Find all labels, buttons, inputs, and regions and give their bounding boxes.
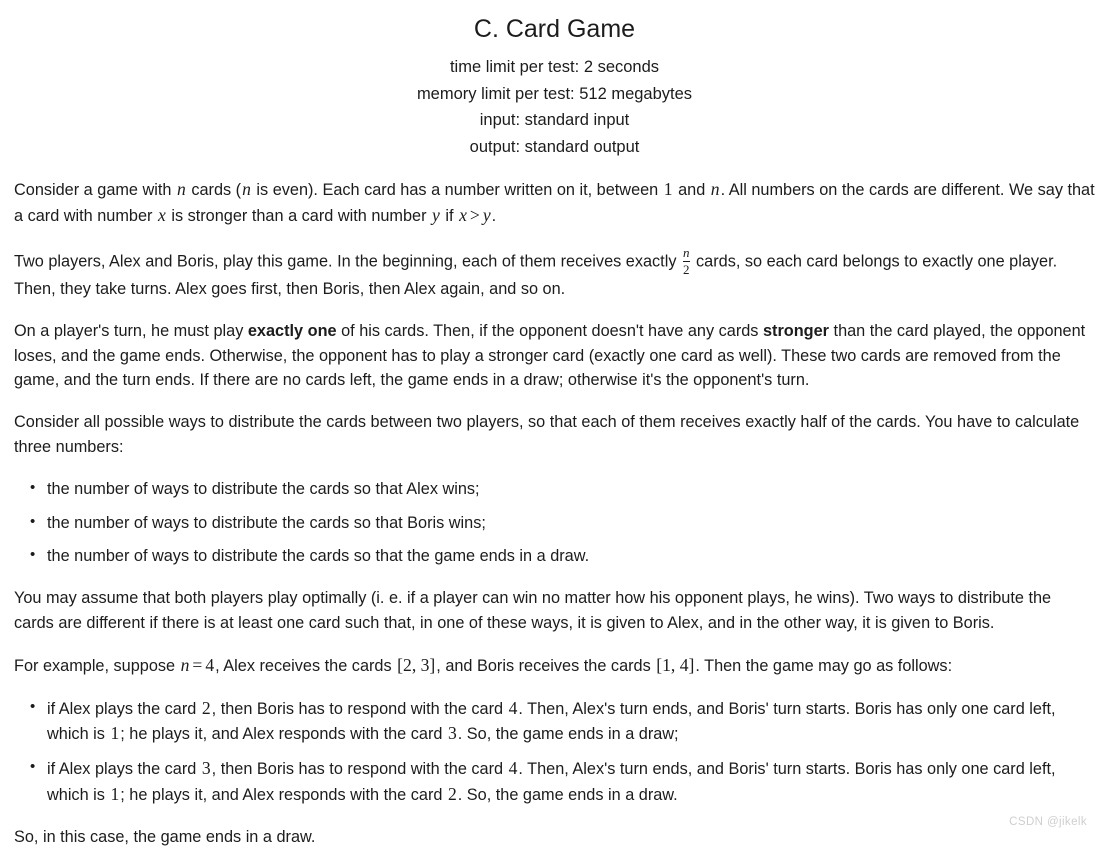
list-item: • the number of ways to distribute the cards so that Alex wins; (47, 477, 1095, 502)
trace-text-e: . So, the game ends in a draw. (457, 785, 678, 804)
math-card-last: 1 (110, 723, 120, 744)
trace-text-a: if Alex plays the card (47, 760, 201, 779)
math-equals-operator: = (192, 654, 203, 675)
problem-legend (14, 177, 1095, 850)
trace-text-c: . Then, Alex's turn ends, and Boris' turn starts. Boris has only one card left, which is (47, 699, 1056, 744)
bracket-open: [ (656, 654, 663, 675)
p6-text-c: , and Boris receives the cards (436, 656, 656, 675)
math-n-equals-4 (180, 655, 216, 675)
p1-text-c: is even). Each card has a number written on it, between (251, 181, 663, 199)
math-n: n (710, 179, 720, 199)
list-item: • the number of ways to distribute the cards so that the game ends in a draw. (47, 544, 1095, 569)
math-card-played: 3 (201, 758, 211, 779)
p2-text-a: Two players, Alex and Boris, play this game. In the beginning, each of them receives exactly (14, 252, 681, 271)
csdn-watermark: CSDN @jikelk (1009, 816, 1087, 828)
trace-text-b: , then Boris has to respond with the card (211, 760, 508, 779)
p6-text-b: , Alex receives the cards (215, 656, 397, 675)
fraction-numerator: n (682, 244, 690, 260)
p6-text-d: . Then the game may go as follows: (695, 656, 953, 675)
list-item (47, 756, 1095, 808)
p3-text-c: than the card played, the opponent loses, and the game ends. Otherwise, the opponent has to play a stronger card (exactly one card as well). These two cards are removed from the game, and the turn ends. If there are no cards left, the game ends in a draw; otherwise it's the opponent's turn. (14, 321, 1086, 390)
math-boris-card-set (655, 655, 695, 675)
example-game-trace-list (14, 696, 1095, 808)
p3-text-a: On a player's turn, he must play (14, 321, 248, 340)
bracket-open: [ (397, 654, 404, 675)
trace-text-e: . So, the game ends in a draw; (457, 725, 679, 744)
math-x: x (157, 204, 166, 225)
math-card-response: 4 (508, 758, 518, 779)
trace-text-d: ; he plays it, and Alex responds with the card (120, 725, 447, 744)
math-one: 1 (663, 179, 673, 199)
bracket-close: ] (688, 654, 695, 675)
math-n: n (177, 179, 186, 199)
legend-paragraph-3 (14, 319, 1095, 393)
input-line: input: standard input (479, 111, 630, 129)
boris-cards-values: 1, 4 (662, 654, 689, 675)
trace-text-b: , then Boris has to respond with the card (211, 699, 508, 718)
legend-paragraph-5: You may assume that both players play optimally (i. e. if a player can win no matter how his opponent plays, he wins). Two ways to distribute the cards are different if there is at least one card such that, in one of these ways, it is given to Alex, and in the other way, it is given to Boris. (14, 589, 1052, 632)
math-card-played: 2 (201, 697, 211, 718)
p3-text-b: of his cards. Then, if the opponent doesn't have any cards (336, 321, 763, 340)
math-card-response: 4 (508, 697, 518, 718)
math-y: y (482, 204, 491, 225)
math-card-final: 3 (447, 723, 457, 744)
bracket-close: ] (429, 654, 436, 675)
legend-paragraph-7: So, in this case, the game ends in a draw. (14, 827, 316, 846)
math-fraction-n-over-2 (681, 246, 692, 277)
legend-paragraph-1 (14, 177, 1095, 229)
math-four: 4 (205, 654, 215, 675)
p1-text-a: Consider a game with (14, 181, 176, 199)
p1-text-d: and (673, 181, 710, 199)
math-n: n (180, 654, 190, 675)
math-gt-operator: > (469, 204, 480, 225)
p1-text-f: is stronger than a card with number (166, 206, 432, 225)
output-line: output: standard output (469, 137, 640, 156)
trace-text-d: ; he plays it, and Alex responds with the card (120, 785, 447, 804)
math-alex-card-set (396, 655, 436, 675)
p1-text-g: if (440, 206, 459, 225)
emphasis-stronger: stronger (762, 321, 830, 340)
legend-paragraph-2 (14, 246, 1095, 302)
legend-paragraph-6 (14, 653, 1095, 679)
math-card-last: 1 (110, 783, 120, 804)
p1-text-e: . All numbers on the cards are different. We say that a card with number (14, 181, 1095, 225)
math-x: x (459, 204, 467, 225)
list-item (47, 696, 1095, 748)
trace-text-a: if Alex plays the card (47, 699, 201, 718)
problem-header (14, 0, 1095, 160)
page-title: C. Card Game (473, 15, 636, 43)
p6-text-a: For example, suppose (14, 656, 180, 675)
legend-paragraph-4: Consider all possible ways to distribute the cards between two players, so that each of them receives exactly half of the cards. You have to calculate three numbers: (14, 413, 1080, 457)
alex-cards-values: 2, 3 (403, 654, 430, 675)
math-x-gt-y (458, 205, 492, 225)
math-n: n (242, 179, 251, 199)
memory-limit-line: memory limit per test: 512 megabytes (416, 84, 693, 103)
math-card-final: 2 (447, 783, 457, 804)
trace-text-c: . Then, Alex's turn ends, and Boris' turn starts. Boris has only one card left, which is (47, 760, 1056, 804)
required-numbers-list (14, 477, 1095, 569)
fraction-denominator: 2 (682, 261, 690, 277)
time-limit-line: time limit per test: 2 seconds (449, 58, 660, 76)
p1-text-b: cards ( (186, 181, 242, 199)
list-item: • the number of ways to distribute the cards so that Boris wins; (47, 511, 1095, 536)
p1-text-h: . (491, 206, 497, 225)
emphasis-exactly-one: exactly one (247, 321, 337, 340)
math-y: y (432, 204, 440, 225)
p2-text-b: cards, so each card belongs to exactly one player. Then, they take turns. Alex goes first, then Boris, then Alex again, and so on. (14, 252, 1058, 299)
